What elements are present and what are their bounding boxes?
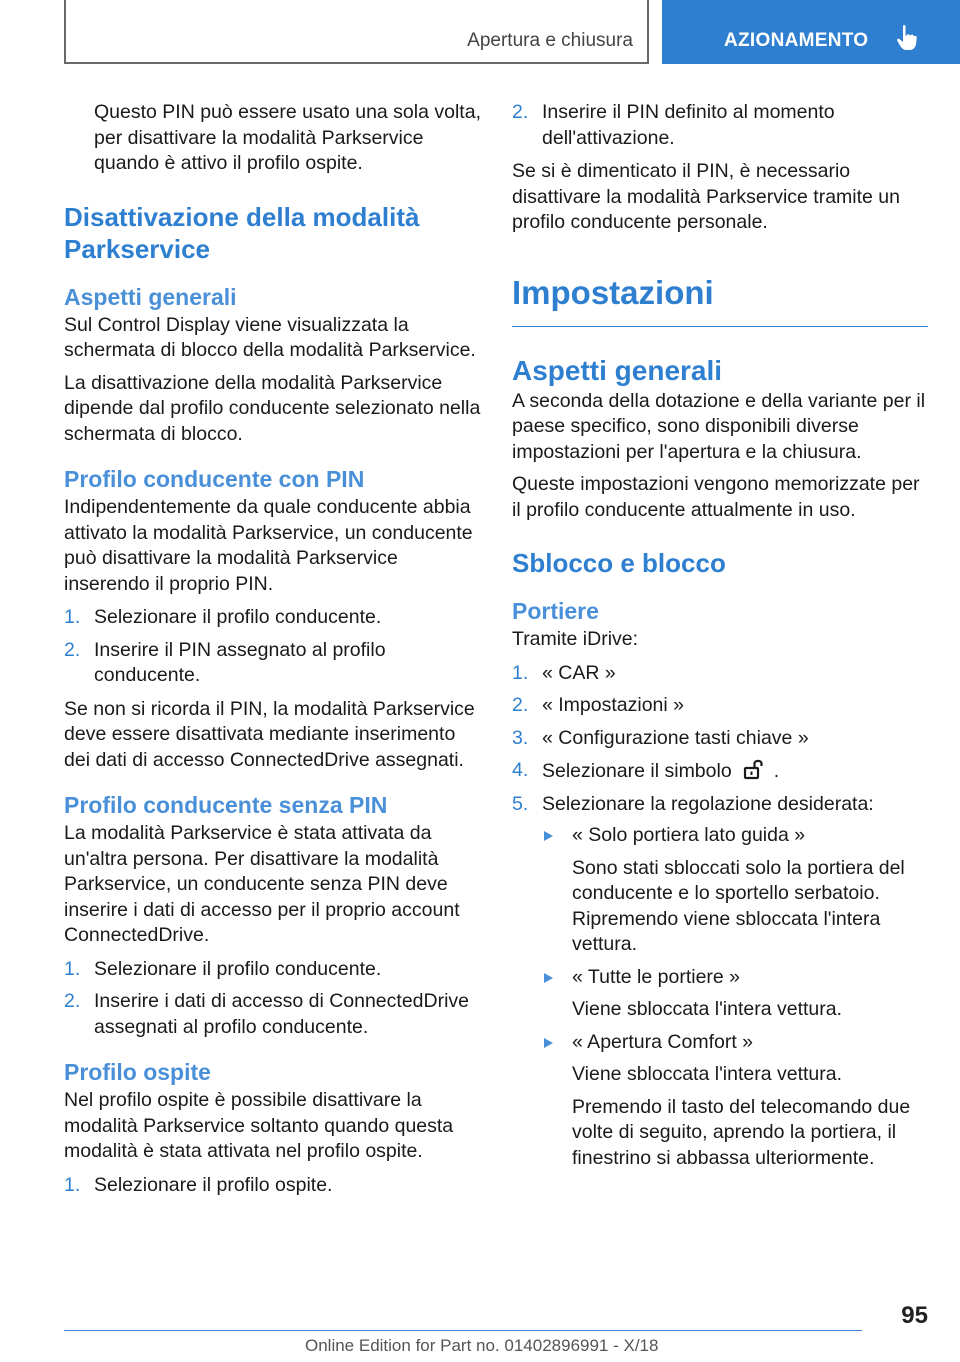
- step-item: [512, 758, 928, 785]
- paragraph: Se si è dimenticato il PIN, è necessario disattivare la modalità Parkservice tramite un profilo conducente personale.: [512, 160, 900, 233]
- heading-general-aspects: Aspetti generali: [512, 354, 723, 386]
- option-label: « Solo portiera lato guida »: [572, 824, 806, 846]
- steps-list-guest: [64, 1173, 484, 1199]
- step-item: [512, 726, 928, 752]
- steps-list-guest-continued: [512, 100, 928, 151]
- step-number: 2.: [512, 694, 529, 716]
- option-item: [542, 823, 928, 958]
- heading-unlock-lock: Sblocco e blocco: [512, 548, 726, 578]
- step-number: 2.: [512, 101, 529, 123]
- heading-guest-profile: Profilo ospite: [64, 1059, 211, 1085]
- paragraph: A seconda della dotazione e della variante per il paese specifico, sono disponibili diverse impostazioni per l'apertura e la chiusura.: [512, 389, 926, 463]
- paragraph: La modalità Parkservice è stata attivata da un'altra persona. Per disattivare la modalità Parkservice, un conducente senza PIN deve inserire i dati di accesso per il proprio account ConnectedDrive.: [64, 822, 460, 946]
- step-text: Inserire i dati di accesso di ConnectedDrive assegnati al profilo conducente.: [94, 990, 470, 1038]
- step-text: Selezionare la regolazione desiderata:: [542, 792, 874, 815]
- header-chapter-label: AZIONAMENTO: [724, 30, 869, 51]
- step-text: Selezionare il profilo ospite.: [94, 1173, 333, 1196]
- triangle-bullet-icon: [544, 973, 553, 983]
- unlock-padlock-icon: [742, 758, 768, 780]
- left-column: [64, 100, 484, 1206]
- step-text: « Configurazione tasti chiave »: [542, 726, 809, 749]
- paragraph: La disattivazione della modalità Parkservice dipende dal profilo conducente selezionato nella schermata di blocco.: [64, 371, 481, 445]
- option-item: [542, 965, 928, 1023]
- footer-edition-text: Online Edition for Part no. 01402896991 - X/18: [305, 1336, 659, 1355]
- step-number: 1.: [64, 606, 81, 628]
- step-text: Selezionare il profilo conducente.: [94, 606, 382, 628]
- option-description: Sono stati sbloccati solo la portiera del conducente e lo sportello serbatoio. Ripremendo viene sbloccata l'intera vettura.: [572, 856, 905, 955]
- parkservice-guest-pin-note: Questo PIN può essere usato una sola volta, per disattivare la modalità Parkservice quando è attivo il profilo ospite.: [94, 101, 481, 174]
- step-item: [512, 693, 928, 719]
- header-section-title: Apertura e chiusura: [467, 30, 633, 51]
- section-title-disable-parkservice: Disattivazione della modalità Parkservice: [64, 201, 420, 264]
- option-item: [542, 1030, 928, 1172]
- step-number: 3.: [512, 726, 529, 749]
- paragraph: Nel profilo ospite è possibile disattivare la modalità Parkservice soltanto quando questa modalità è stata attivata nel profilo ospite.: [64, 1089, 454, 1162]
- step-item: [512, 661, 928, 687]
- step-item: [64, 638, 484, 689]
- step-text: Selezionare il profilo conducente.: [94, 957, 382, 980]
- step-text: Inserire il PIN assegnato al profilo conducente.: [94, 638, 386, 686]
- options-list: [542, 823, 928, 1171]
- paragraph: Indipendentemente da quale conducente abbia attivato la modalità Parkservice, un conducente può disattivare la modalità Parkservice inserendo il proprio PIN.: [64, 496, 473, 595]
- step-item: [512, 100, 928, 151]
- step-number: 1.: [64, 1173, 81, 1196]
- step-text: « Impostazioni »: [542, 694, 684, 716]
- step-text: « CAR »: [542, 661, 616, 684]
- paragraph: Tramite iDrive:: [512, 628, 639, 650]
- page-number: 95: [901, 1302, 928, 1329]
- footer-divider: [64, 1330, 862, 1331]
- option-label: « Apertura Comfort »: [572, 1030, 754, 1053]
- step-text: Inserire il PIN definito al momento dell'attivazione.: [542, 101, 835, 149]
- section-title-settings: Impostazioni: [512, 274, 928, 327]
- step-item: [512, 792, 928, 1172]
- step-number: 4.: [512, 759, 529, 781]
- step-number: 1.: [64, 957, 81, 980]
- header-chapter-tab: [662, 0, 960, 64]
- pointing-hand-icon: [896, 24, 918, 52]
- triangle-bullet-icon: [544, 831, 553, 841]
- steps-list-idrive: [512, 661, 928, 1172]
- steps-list-without-pin: [64, 957, 484, 1041]
- steps-list-with-pin: [64, 605, 484, 689]
- paragraph: Se non si ricorda il PIN, la modalità Parkservice deve essere disattivata mediante inserimento dei dati di accesso ConnectedDrive assegnati.: [64, 697, 475, 771]
- heading-profile-without-pin: Profilo conducente senza PIN: [64, 792, 388, 818]
- option-description: Viene sbloccata l'intera vettura.: [572, 1063, 843, 1085]
- heading-profile-with-pin: Profilo conducente con PIN: [64, 466, 365, 492]
- paragraph: Sul Control Display viene visualizzata la schermata di blocco della modalità Parkservice.: [64, 313, 476, 361]
- step-text-suffix: .: [773, 760, 780, 782]
- triangle-bullet-icon: [544, 1038, 553, 1048]
- step-item: [64, 989, 484, 1040]
- step-number: 5.: [512, 792, 529, 815]
- step-text: Selezionare il simbolo: [542, 760, 732, 782]
- paragraph: Queste impostazioni vengono memorizzate per il profilo conducente attualmente in uso.: [512, 473, 920, 521]
- step-item: [64, 957, 484, 983]
- step-number: 2.: [64, 638, 81, 661]
- step-number: 1.: [512, 661, 529, 684]
- option-label: « Tutte le portiere »: [572, 965, 741, 988]
- step-item: [64, 605, 484, 631]
- option-description: Viene sbloccata l'intera vettura.: [572, 998, 843, 1020]
- right-column: [512, 100, 928, 1179]
- option-description-extra: Premendo il tasto del telecomando due volte di seguito, aprendo la portiera, il finestrino si abbassa ulteriormente.: [572, 1095, 911, 1169]
- step-item: [64, 1173, 484, 1199]
- step-number: 2.: [64, 990, 81, 1012]
- heading-general-aspects: Aspetti generali: [64, 283, 237, 310]
- heading-doors: Portiere: [512, 598, 599, 624]
- header-section-frame: [64, 0, 649, 64]
